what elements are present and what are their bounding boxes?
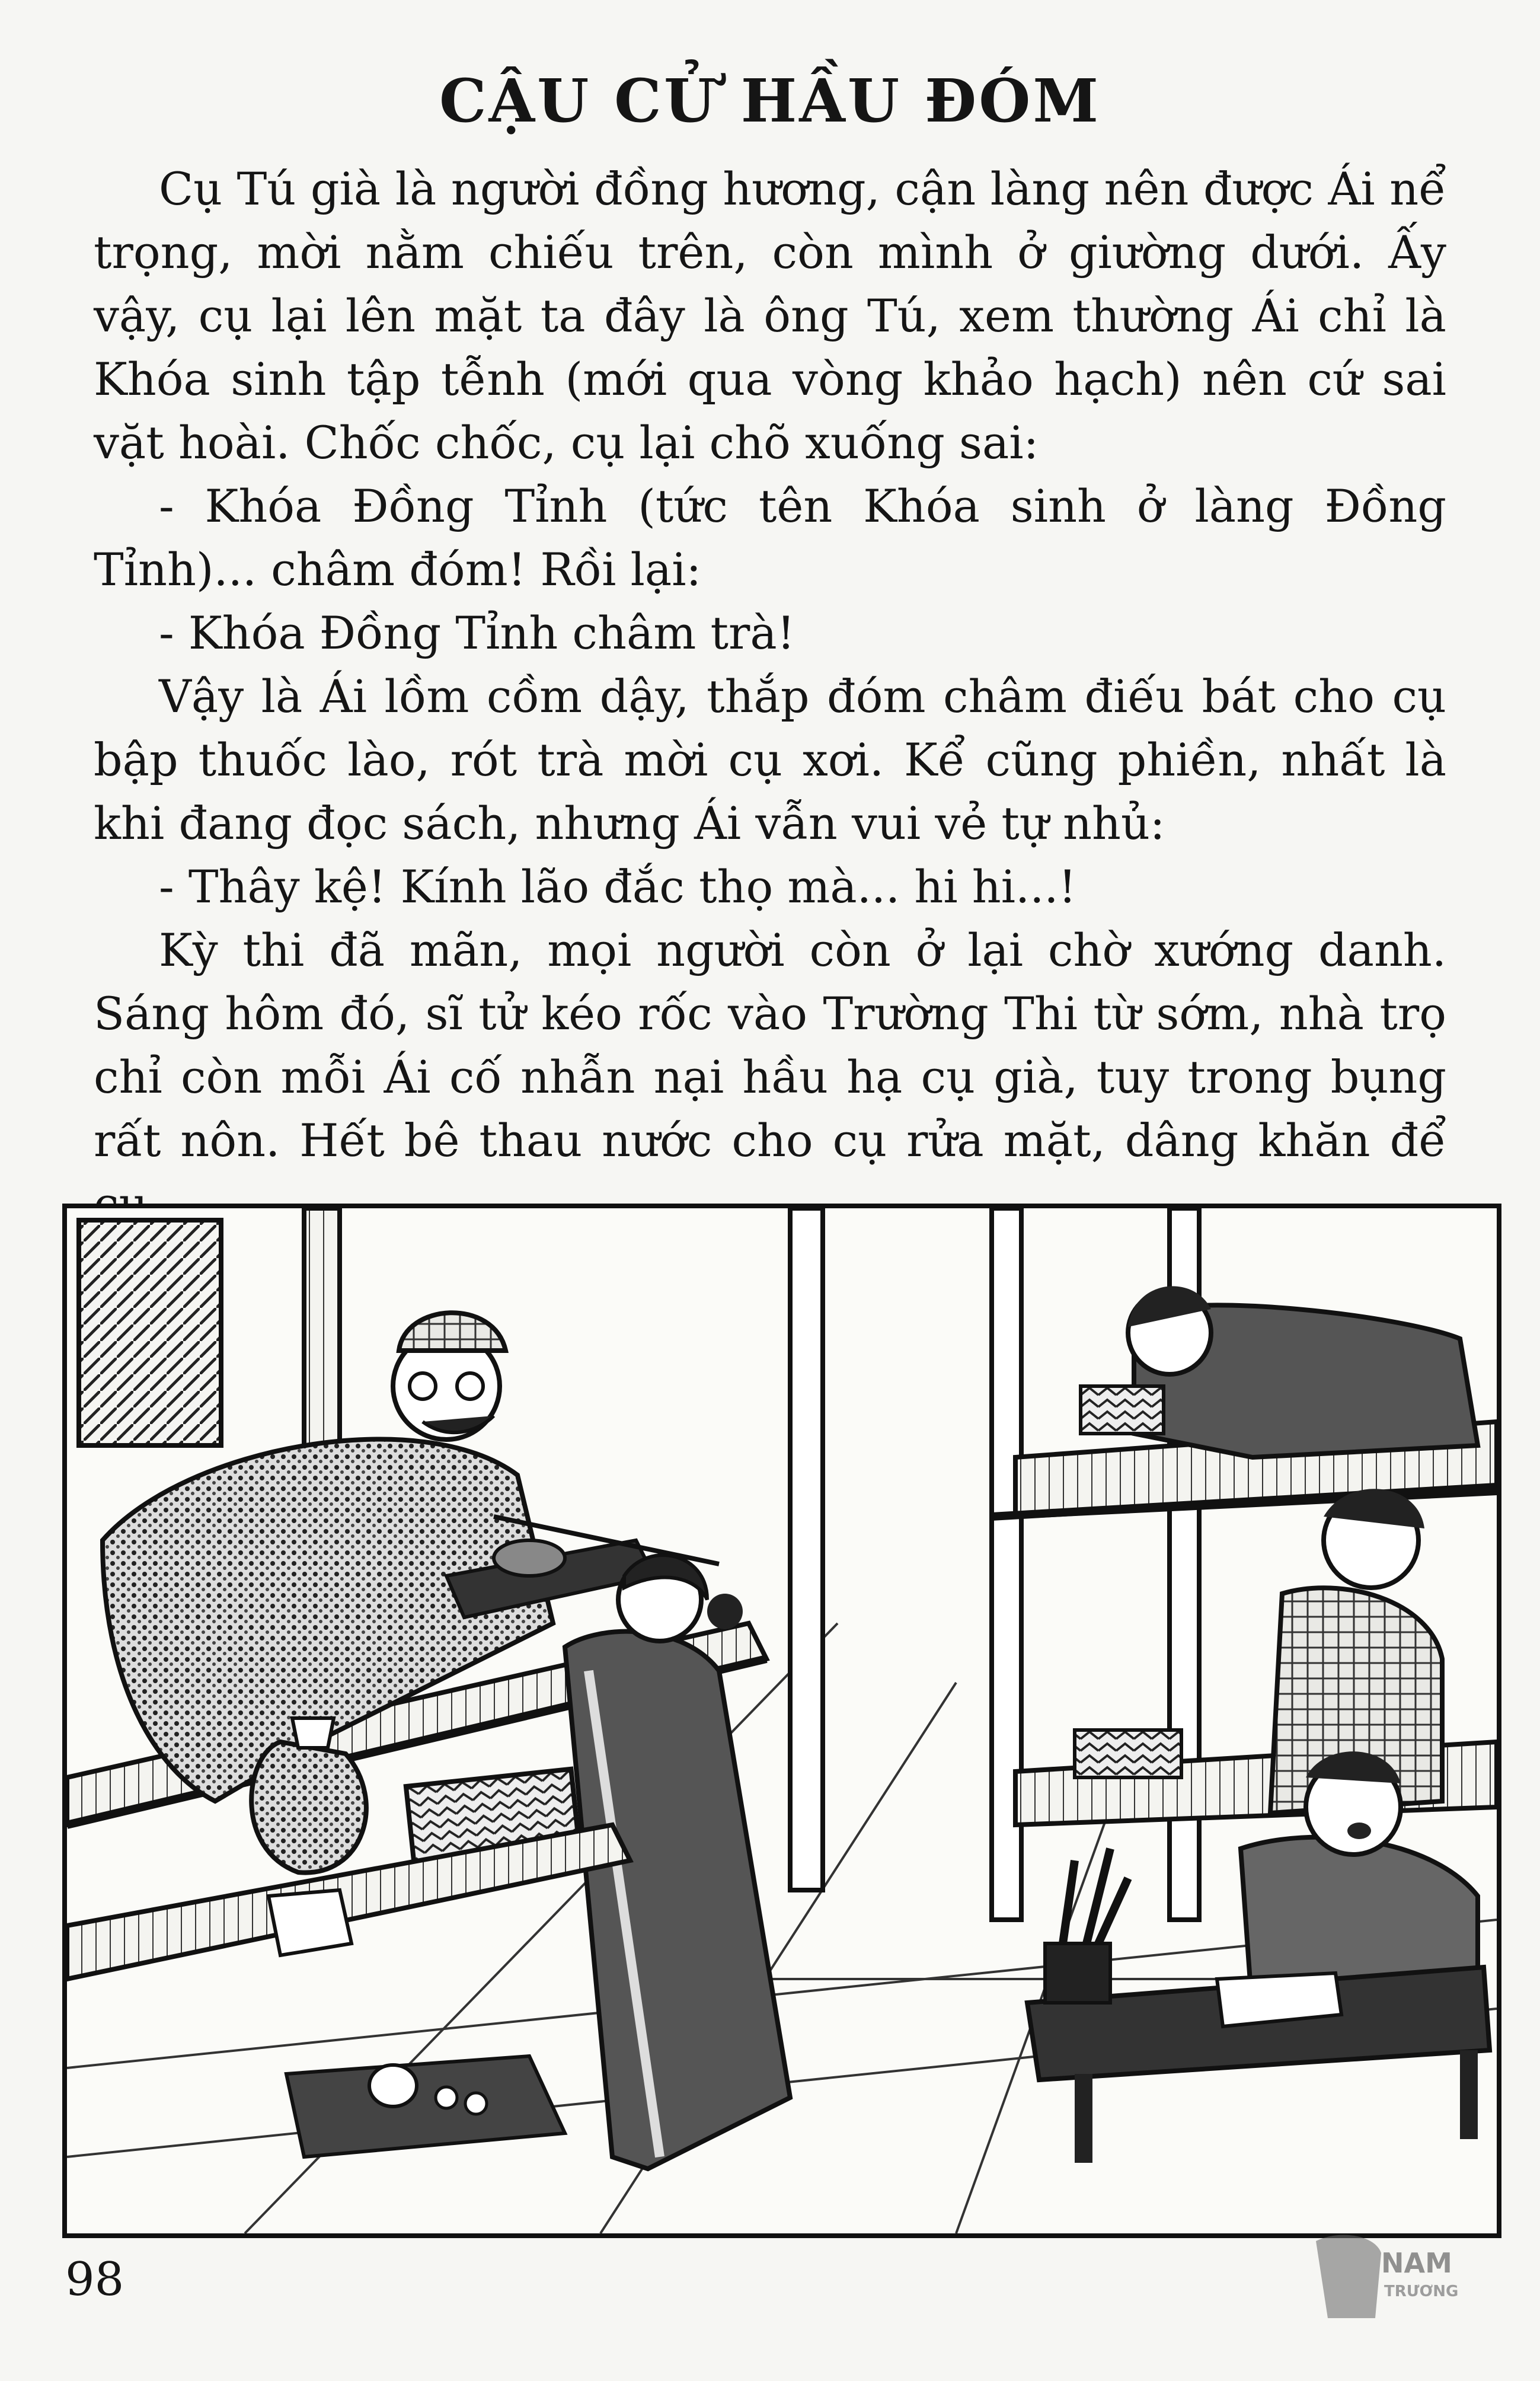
publisher-logo-text: NAM bbox=[1381, 2247, 1452, 2279]
illustration-panel bbox=[62, 1204, 1501, 2238]
chapter-title: CẬU CỬ HẦU ĐÓM bbox=[439, 66, 1101, 136]
paragraph: Cụ Tú già là người đồng hương, cận làng nên được Ái nể trọng, mời nằm chiếu trên, còn mình ở giường dưới. Ấy vậy, cụ lại lên mặt ta đây là ông Tú, xem thường Ái chỉ là Khóa sinh tập tễnh (mới qua vòng khảo hạch) nên cứ sai vặt hoài. Chốc chốc, cụ lại chõ xuống sai: bbox=[94, 162, 1446, 469]
paragraph: - Khóa Đồng Tỉnh châm trà! bbox=[159, 607, 795, 659]
publisher-logo-subtext: TRƯƠNG bbox=[1384, 2283, 1459, 2300]
paragraph: Kỳ thi đã mãn, mọi người còn ở lại chờ xướng danh. Sáng hôm đó, sĩ tử kéo rốc vào Trường Thi từ sớm, nhà trọ chỉ còn mỗi Ái cố nhẫn nại hầu hạ cụ già, tuy trong bụng rất nôn. Hết bê thau nước cho cụ rửa mặt, dâng khăn để bbox=[94, 924, 1446, 1167]
body-text bbox=[94, 157, 1446, 1236]
page-number: 98 bbox=[65, 2253, 124, 2306]
sleeping-figure bbox=[1081, 1286, 1478, 1457]
tea-set bbox=[286, 2056, 565, 2157]
paragraph: Vậy là Ái lồm cồm dậy, thắp đóm châm điếu bát cho cụ bập thuốc lào, rót trà mời cụ xơi. Kể cũng phiền, nhất là khi đang đọc sách, nhưng Ái vẫn vui vẻ tự nhủ: bbox=[94, 670, 1446, 850]
paragraph: - Khóa Đồng Tỉnh (tức tên Khóa sinh ở làng Đồng Tỉnh)... châm đóm! Rồi lại: bbox=[94, 480, 1446, 596]
paragraph: - Thây kệ! Kính lão đắc thọ mà... hi hi...! bbox=[159, 860, 1077, 913]
open-book bbox=[269, 1890, 352, 1955]
window-lattice bbox=[79, 1220, 221, 1445]
